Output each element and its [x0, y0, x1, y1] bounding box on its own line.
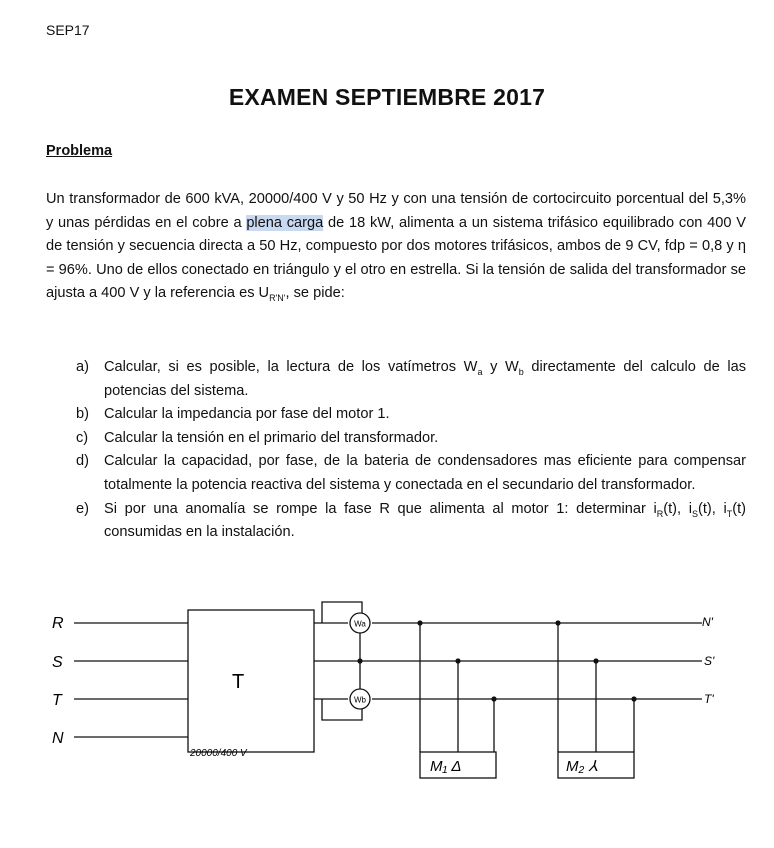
question-label: c)	[76, 429, 89, 446]
question-list	[46, 356, 746, 545]
line-label-n: N	[52, 730, 64, 747]
line-label-t: T	[52, 692, 62, 709]
wattmeter-b-label: Wb	[354, 695, 366, 705]
page-title: EXAMEN SEPTIEMBRE 2017	[228, 84, 546, 110]
section-heading: Problema	[46, 143, 113, 159]
output-label-t: T'	[704, 692, 714, 706]
question-label: a)	[76, 359, 89, 375]
question-item-a: a) Calcular, si es posible, la lectura de los vatímetros $W_a$ y $W_b$ directamente del calculo de las potencias del sistema.	[46, 356, 746, 403]
line-label-s: S	[52, 654, 63, 671]
question-item-c: c) Calcular la tensión en el primario del transformador.	[46, 427, 746, 451]
line-label-r: R	[52, 615, 64, 632]
question-item-b: b) Calcular la impedancia por fase del motor 1.	[46, 403, 746, 427]
question-item-e: e) Si por una anomalía se rompe la fase R que alimenta al motor 1: determinar $i_R(t)$, $i_S(t)$, $i_T(t)$ consumidas en la instalación.	[46, 498, 746, 545]
output-label-n: N'	[702, 615, 713, 629]
motor-1-label: M₁ Δ	[430, 758, 462, 775]
transformer-block	[188, 610, 314, 752]
statement-text-1: Un transformador de 600 kVA, 20000/400 V y 50 Hz y con una tensión de cortocircuito porcentual del 5,3% y unas pérdidas en el cobre a	[46, 191, 746, 231]
question-label: d)	[76, 453, 89, 470]
statement-text-3: , se pide:	[285, 285, 345, 302]
question-label: b)	[76, 406, 89, 423]
statement-text-2: de 18 kW, alimenta a un sistema trifásico equilibrado con 400 V de tensión y secuencia directa a 50 Hz, compuesto por dos motores trifásicos, ambos de 9 CV, fdp = 0,8 y η = 96%. Uno de ellos conectado en triángulo y el otro en estrella. Si la tensión de salida del transformador se ajusta a 400 V y la referencia es U	[46, 214, 746, 302]
document-code: SEP17	[46, 22, 90, 38]
output-label-s: S'	[704, 654, 715, 668]
question-label: e)	[76, 500, 89, 517]
question-item-d: d) Calcular la capacidad, por fase, de la bateria de condensadores mas eficiente para compensar totalmente la potencia reactiva del sistema y conectada en el secundario del transformador.	[46, 450, 746, 497]
circuit-diagram	[40, 590, 740, 790]
problem-statement	[46, 188, 746, 306]
transformer-ratio: 20000/400 V	[190, 748, 247, 759]
reference-subscript: R'N'	[269, 293, 286, 304]
transformer-label: T	[232, 671, 245, 693]
wattmeter-a-label: Wa	[354, 619, 366, 629]
selected-text-highlight[interactable]: plena carga	[246, 214, 324, 231]
motor-2-label: M₂ ⅄	[566, 758, 598, 775]
